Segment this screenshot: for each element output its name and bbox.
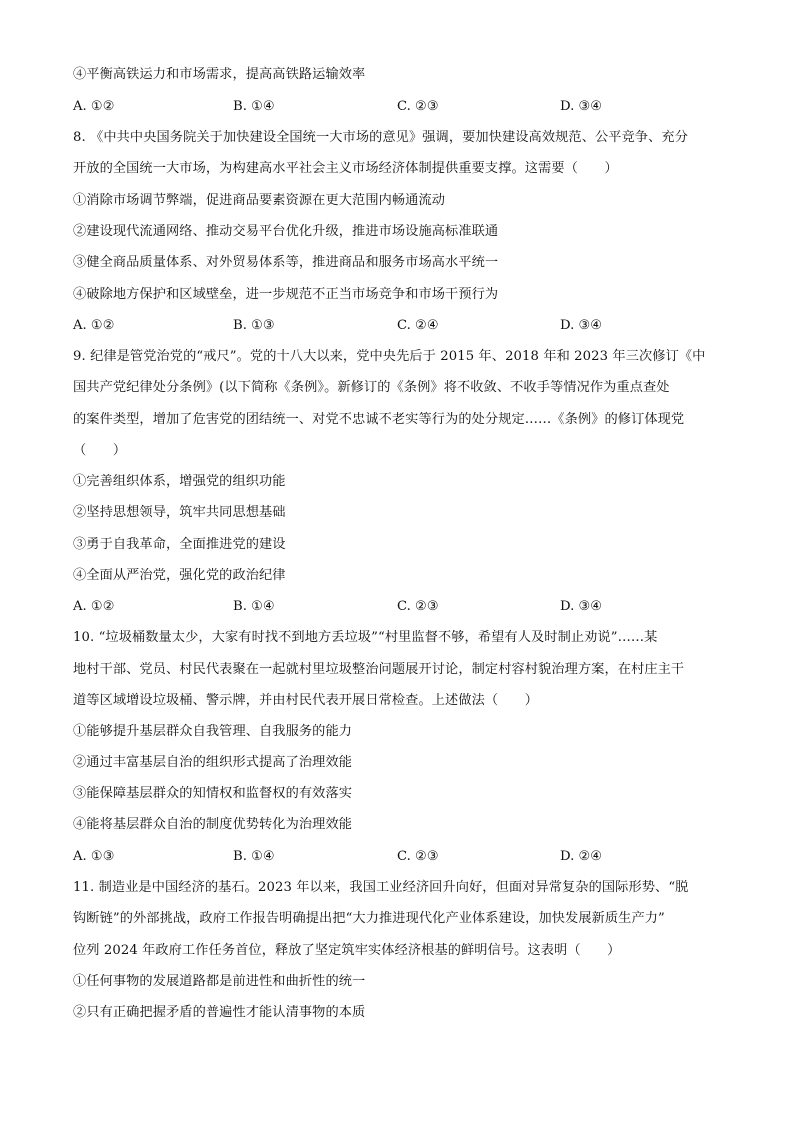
question-10-stem-line-3: 道等区域增设垃圾桶、警示牌，并由村民代表开展日常检查。上述做法（ ） bbox=[73, 693, 539, 708]
option-a: A. ①③ bbox=[73, 849, 115, 864]
question-11-stem-line-3: 位列 2024 年政府工作任务首位，释放了坚定筑牢实体经济根基的鲜明信号。这表明（ ） bbox=[73, 943, 621, 958]
option-d: D. ②④ bbox=[560, 849, 603, 864]
option-c: C. ②③ bbox=[397, 99, 439, 114]
option-b: B. ①④ bbox=[233, 99, 275, 114]
question-11-item-1: ①任何事物的发展道路都是前进性和曲折性的统一 bbox=[73, 974, 366, 989]
question-8-item-3: ③健全商品质量体系、对外贸易体系等，推进商品和服务市场高水平统一 bbox=[73, 255, 499, 270]
question-8-item-2: ②建设现代流通网络、推动交易平台优化升级，推进市场设施高标准联通 bbox=[73, 224, 499, 239]
question-9-item-2: ②坚持思想领导，筑牢共同思想基础 bbox=[73, 505, 286, 520]
question-8-stem-line-1: 8. 《中共中央国务院关于加快建设全国统一大市场的意见》强调，要加快建设高效规范、公平竞争、充分 bbox=[73, 130, 689, 145]
question-9-item-1: ①完善组织体系，增强党的组织功能 bbox=[73, 474, 286, 489]
question-10-stem-line-2: 地村干部、党员、村民代表聚在一起就村里垃圾整治问题展开讨论，制定村容村貌治理方案，在村庄主干 bbox=[73, 662, 685, 677]
option-a: A. ①② bbox=[73, 99, 115, 114]
question-10-item-4: ④能将基层群众自治的制度优势转化为治理效能 bbox=[73, 817, 353, 832]
question-7-item-4: ④平衡高铁运力和市场需求，提高高铁路运输效率 bbox=[73, 67, 366, 82]
question-10-item-1: ①能够提升基层群众自我管理、自我服务的能力 bbox=[73, 724, 353, 739]
question-9-stem-line-2: 国共产党纪律处分条例》(以下简称《条例》。新修订的《条例》将不收敛、不收手等情况作为重点查处 bbox=[73, 380, 670, 395]
question-7-options bbox=[73, 97, 723, 117]
question-10-stem-line-1: 10. “垃圾桶数量太少，大家有时找不到地方丢垃圾”“村里监督不够，希望有人及时制止劝说”……某 bbox=[73, 630, 658, 645]
question-9-options bbox=[73, 597, 723, 617]
option-c: C. ②④ bbox=[397, 318, 439, 333]
question-9-item-4: ④全面从严治党，强化党的政治纪律 bbox=[73, 568, 286, 583]
question-11-stem-line-1: 11. 制造业是中国经济的基石。2023 年以来，我国工业经济回升向好，但面对异常复杂的国际形势、“脱 bbox=[73, 880, 689, 895]
question-11-item-2: ②只有正确把握矛盾的普遍性才能认清事物的本质 bbox=[73, 1005, 366, 1020]
question-10-item-2: ②通过丰富基层自治的组织形式提高了治理效能 bbox=[73, 755, 353, 770]
question-10-options bbox=[73, 847, 723, 867]
question-9-stem-line-3: 的案件类型，增加了危害党的团结统一、对党不忠诚不老实等行为的处分规定……《条例》的修订体现党 bbox=[73, 412, 685, 427]
option-b: B. ①④ bbox=[233, 849, 275, 864]
question-10-item-3: ③能保障基层群众的知情权和监督权的有效落实 bbox=[73, 786, 353, 801]
option-d: D. ③④ bbox=[560, 318, 603, 333]
question-11-stem-line-2: 钩断链”的外部挑战，政府工作报告明确提出把“大力推进现代化产业体系建设，加快发展新质生产力” bbox=[73, 911, 665, 926]
option-a: A. ①② bbox=[73, 318, 115, 333]
question-9-item-3: ③勇于自我革命，全面推进党的建设 bbox=[73, 537, 286, 552]
question-9-answer-blank: （ ） bbox=[73, 443, 127, 458]
question-9-stem-line-1: 9. 纪律是管党治党的“戒尺”。党的十八大以来，党中央先后于 2015 年、2018 年和 2023 年三次修订《中 bbox=[73, 349, 706, 364]
question-8-stem-line-2: 开放的全国统一大市场，为构建高水平社会主义市场经济体制提供重要支撑。这需要（ ） bbox=[73, 161, 618, 176]
option-b: B. ①③ bbox=[233, 318, 275, 333]
option-c: C. ②③ bbox=[397, 849, 439, 864]
option-a: A. ①② bbox=[73, 599, 115, 614]
option-d: D. ③④ bbox=[560, 99, 603, 114]
option-c: C. ②③ bbox=[397, 599, 439, 614]
question-8-options bbox=[73, 316, 723, 336]
question-8-item-4: ④破除地方保护和区域壁垒，进一步规范不正当市场竞争和市场干预行为 bbox=[73, 287, 499, 302]
option-d: D. ③④ bbox=[560, 599, 603, 614]
question-8-item-1: ①消除市场调节弊端，促进商品要素资源在更大范围内畅通流动 bbox=[73, 193, 446, 208]
option-b: B. ①④ bbox=[233, 599, 275, 614]
